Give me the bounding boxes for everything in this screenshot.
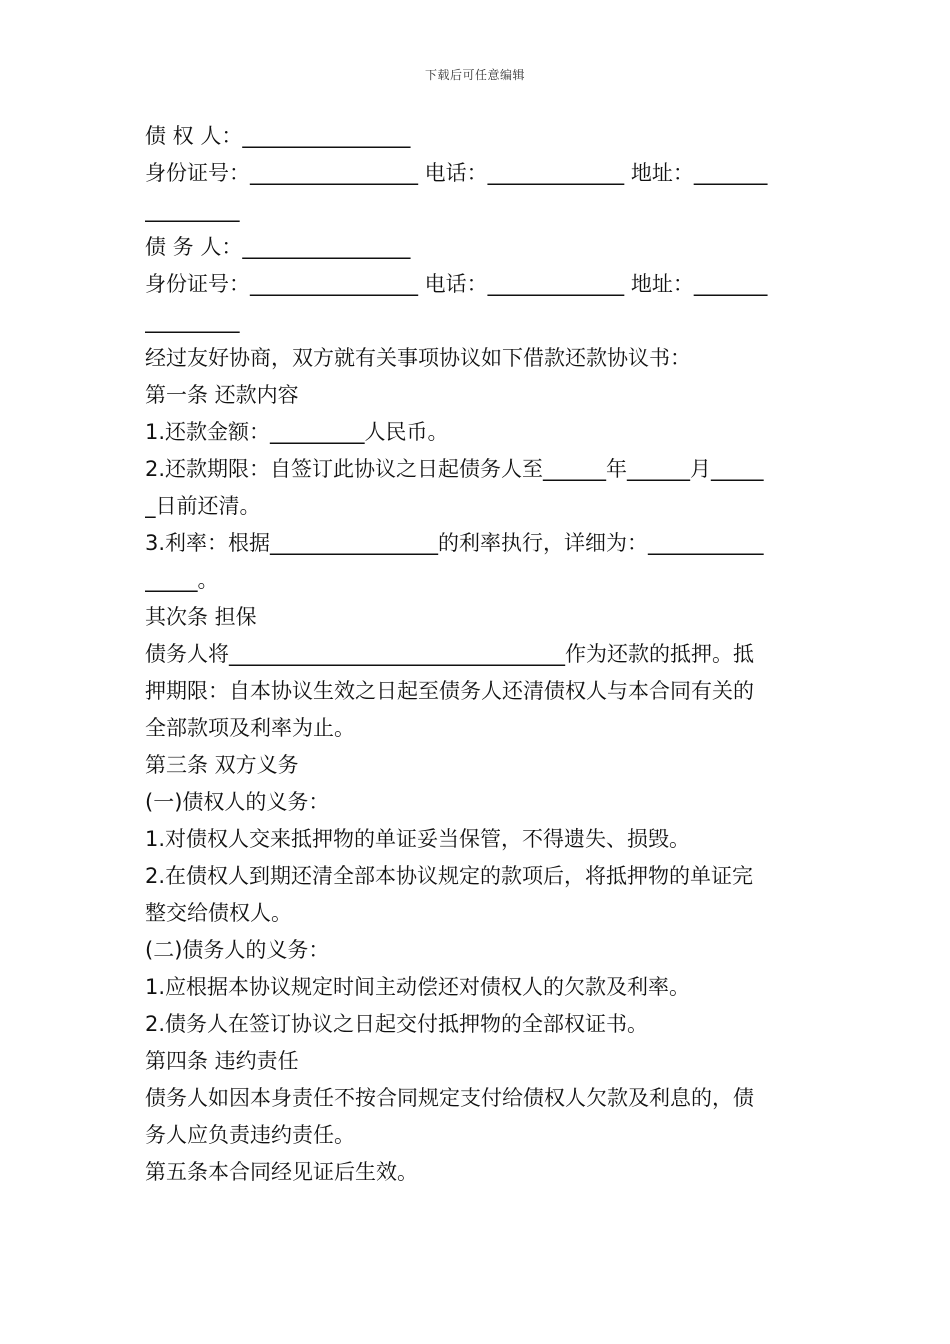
creditor-address-continuation: _________ bbox=[145, 198, 240, 222]
creditor-duties-heading: (一)债权人的义务： bbox=[145, 790, 330, 814]
article-1-item-2-cont: _日前还清。 bbox=[145, 494, 261, 518]
creditor-duty-2: 2.在债权人到期还清全部本协议规定的款项后，将抵押物的单证完 bbox=[145, 864, 754, 888]
article-4-heading: 第四条 违约责任 bbox=[145, 1049, 299, 1073]
article-2-para-line-1: 债务人将________________________________作为还款的抵押。抵 bbox=[145, 642, 754, 666]
creditor-id-line: 身份证号：________________ 电话：_____________ 地址：_______ bbox=[145, 161, 768, 185]
debtor-duty-1: 1.应根据本协议规定时间主动偿还对债权人的欠款及利率。 bbox=[145, 975, 691, 999]
article-2-heading: 其次条 担保 bbox=[145, 605, 257, 629]
creditor-duty-1: 1.对债权人交来抵押物的单证妥当保管，不得遗失、损毁。 bbox=[145, 827, 691, 851]
article-1-item-1: 1.还款金额：_________人民币。 bbox=[145, 420, 449, 444]
article-5-heading: 第五条本合同经见证后生效。 bbox=[145, 1160, 418, 1184]
article-3-heading: 第三条 双方义务 bbox=[145, 753, 299, 777]
article-2-para-line-3: 全部款项及利率为止。 bbox=[145, 716, 355, 740]
article-1-heading: 第一条 还款内容 bbox=[145, 383, 299, 407]
debtor-address-continuation: _________ bbox=[145, 309, 240, 333]
creditor-duty-2-cont: 整交给债权人。 bbox=[145, 901, 292, 925]
article-1-item-3: 3.利率：根据________________的利率执行，详细为：___________ bbox=[145, 531, 764, 555]
debtor-duties-heading: (二)债务人的义务： bbox=[145, 938, 330, 962]
debtor-name-line: 债 务 人：________________ bbox=[145, 235, 411, 259]
intro-paragraph: 经过友好协商，双方就有关事项协议如下借款还款协议书： bbox=[145, 346, 691, 370]
article-1-item-3-cont: _____。 bbox=[145, 568, 219, 592]
creditor-name-line: 债 权 人：________________ bbox=[145, 124, 411, 148]
article-2-para-line-2: 押期限：自本协议生效之日起至债务人还清债权人与本合同有关的 bbox=[145, 679, 754, 703]
article-4-para-line-1: 债务人如因本身责任不按合同规定支付给债权人欠款及利息的，债 bbox=[145, 1086, 754, 1110]
page-header: 下载后可任意编辑 bbox=[424, 68, 525, 82]
document-body bbox=[145, 118, 807, 1191]
debtor-id-line: 身份证号：________________ 电话：_____________ 地址：_______ bbox=[145, 272, 768, 296]
article-1-item-2: 2.还款期限：自签订此协议之日起债务人至______年______月_____ bbox=[145, 457, 764, 481]
article-4-para-line-2: 务人应负责违约责任。 bbox=[145, 1123, 355, 1147]
debtor-duty-2: 2.债务人在签订协议之日起交付抵押物的全部权证书。 bbox=[145, 1012, 649, 1036]
